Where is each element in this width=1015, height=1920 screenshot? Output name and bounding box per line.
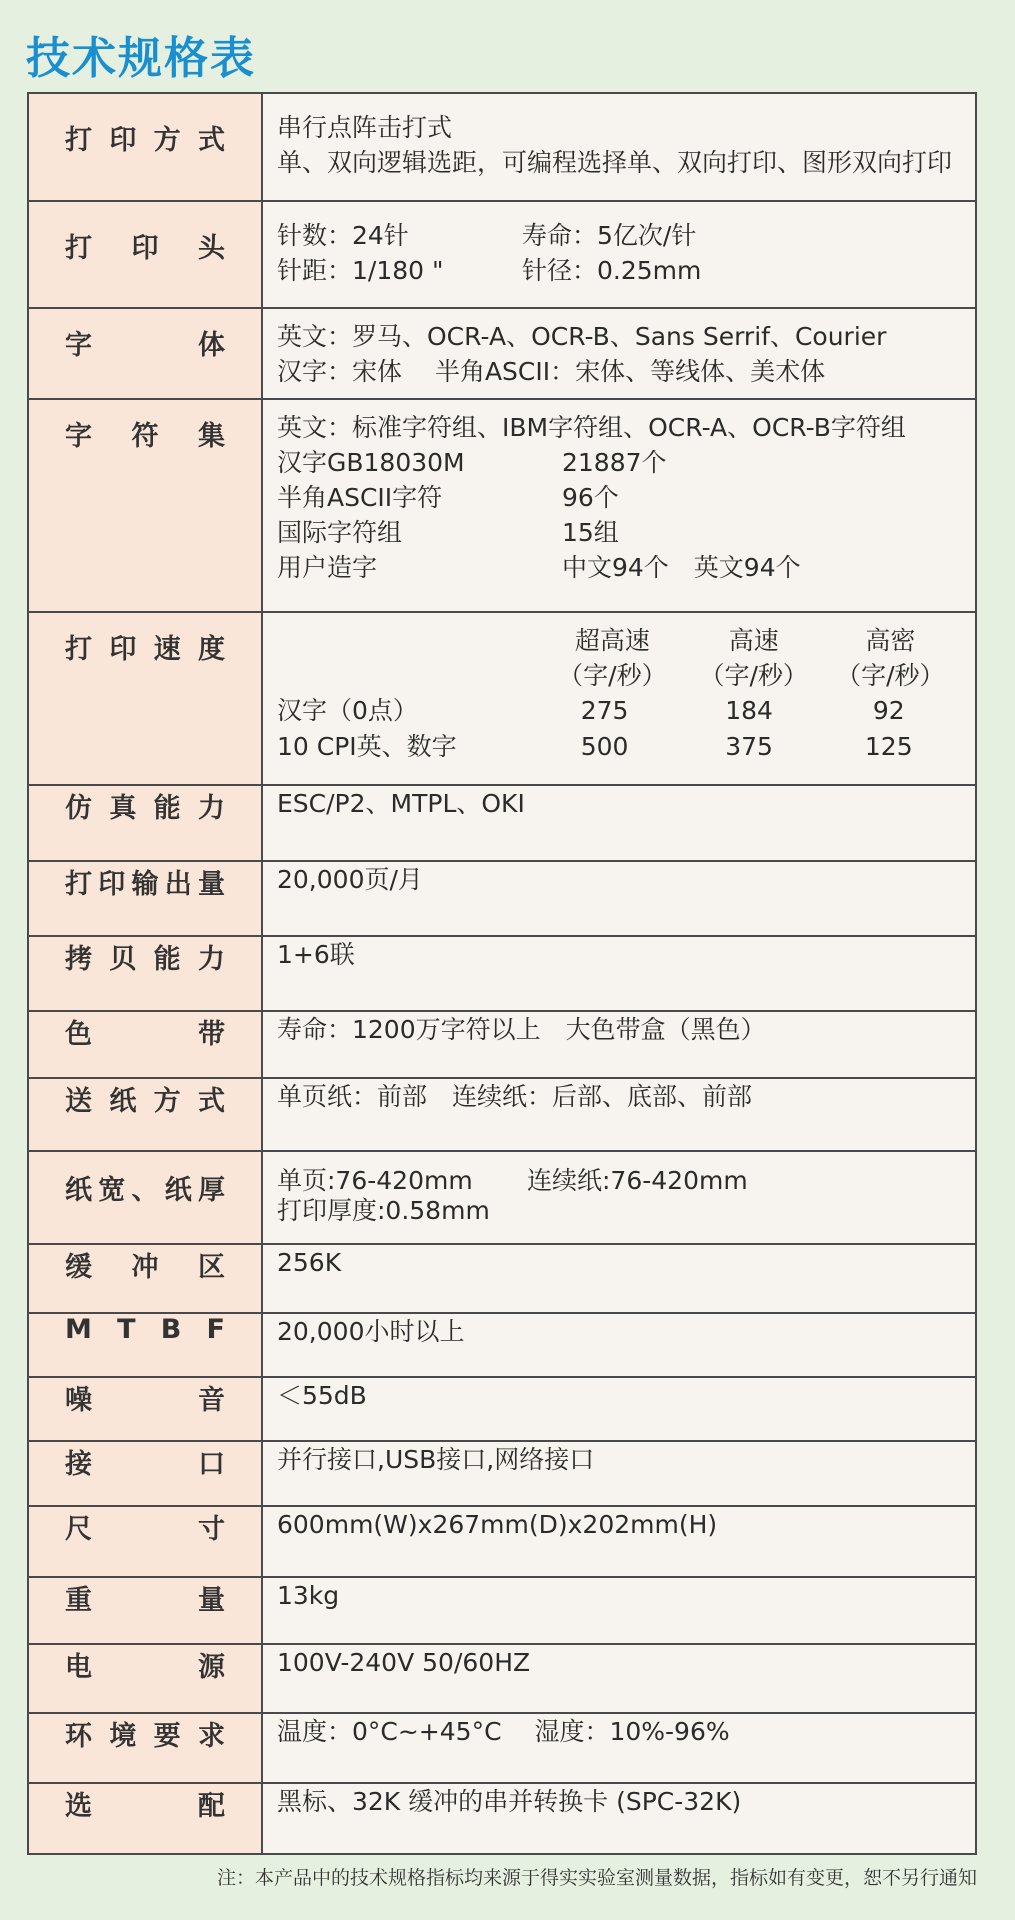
label-weight: 重 量 bbox=[65, 1585, 225, 1616]
row-ribbon bbox=[28, 1011, 976, 1078]
row-print-speed bbox=[28, 612, 976, 785]
paper-width-single: 单页:76-420mm bbox=[277, 1166, 473, 1195]
paper-thickness: 打印厚度:0.58mm bbox=[277, 1196, 490, 1225]
copy-value: 1+6联 bbox=[277, 940, 355, 969]
label-dimension: 尺 寸 bbox=[65, 1514, 225, 1545]
charset-item: 半角ASCII字符 96个 bbox=[277, 483, 619, 512]
label-charset: 字 符 集 bbox=[65, 421, 225, 452]
emulation-value: ESC/P2、MTPL、OKI bbox=[277, 789, 525, 818]
print-head-life: 寿命：5亿次/针 bbox=[522, 221, 697, 250]
row-dimension bbox=[28, 1506, 976, 1577]
environment-value: 温度：0°C~+45°C 湿度：10%-96% bbox=[277, 1717, 730, 1746]
paper-width-continuous: 连续纸:76-420mm bbox=[527, 1166, 748, 1195]
label-mtbf: M T B F bbox=[65, 1314, 225, 1345]
row-font bbox=[28, 308, 976, 399]
label-option: 选 配 bbox=[65, 1791, 225, 1822]
row-mtbf bbox=[28, 1313, 976, 1377]
ribbon-value: 寿命：1200万字符以上 大色带盒（黑色） bbox=[277, 1015, 766, 1044]
row-paper-width bbox=[28, 1151, 976, 1244]
print-method-line-1: 串行点阵击打式 bbox=[277, 113, 453, 142]
row-buffer bbox=[28, 1244, 976, 1313]
charset-line-1: 英文：标准字符组、IBM字符组、OCR-A、OCR-B字符组 bbox=[277, 413, 906, 442]
label-copy: 拷 贝 能 力 bbox=[65, 944, 225, 975]
row-print-head bbox=[28, 201, 976, 308]
print-head-pitch: 针距：1/180 " bbox=[277, 256, 444, 285]
footnote: 注：本产品中的技术规格指标均来源于得实实验室测量数据，指标如有变更，恕不另行通知 bbox=[216, 1867, 977, 1889]
print-method-line-2: 单、双向逻辑选距，可编程选择单、双向打印、图形双向打印 bbox=[277, 148, 953, 177]
output-value: 20,000页/月 bbox=[277, 865, 423, 894]
row-power bbox=[28, 1644, 976, 1713]
label-interface: 接 口 bbox=[65, 1449, 225, 1480]
speed-row-cpi: 10 CPI英、数字 500 375 125 bbox=[277, 732, 913, 761]
label-buffer: 缓 冲 区 bbox=[65, 1252, 225, 1283]
charset-item: 用户造字 中文94个 英文94个 bbox=[277, 553, 801, 582]
row-environment bbox=[28, 1713, 976, 1783]
row-emulation bbox=[28, 785, 976, 861]
row-option bbox=[28, 1783, 976, 1854]
row-interface bbox=[28, 1441, 976, 1506]
row-charset bbox=[28, 399, 976, 612]
mtbf-value: 20,000小时以上 bbox=[277, 1317, 465, 1346]
label-paper-feed: 送 纸 方 式 bbox=[65, 1086, 225, 1117]
speed-header: 超高速 （字/秒） 高速 （字/秒） 高密 （字/秒） bbox=[558, 626, 945, 690]
dimension-value: 600mm(W)x267mm(D)x202mm(H) bbox=[277, 1510, 718, 1539]
weight-value: 13kg bbox=[277, 1581, 340, 1610]
label-ribbon: 色 带 bbox=[65, 1019, 225, 1050]
label-paper-width: 纸 宽 、 纸 厚 bbox=[65, 1175, 225, 1206]
label-emulation: 仿 真 能 力 bbox=[65, 793, 225, 824]
spec-table bbox=[27, 92, 977, 1855]
row-print-method bbox=[28, 93, 976, 201]
label-environment: 环 境 要 求 bbox=[65, 1721, 225, 1752]
page-title: 技术规格表 bbox=[26, 33, 256, 84]
row-noise bbox=[28, 1377, 976, 1441]
option-value: 黑标、32K 缓冲的串并转换卡 (SPC-32K) bbox=[277, 1787, 742, 1816]
print-head-diameter: 针径：0.25mm bbox=[522, 256, 702, 285]
charset-item: 国际字符组 15组 bbox=[277, 518, 619, 547]
label-power: 电 源 bbox=[65, 1652, 225, 1683]
row-output bbox=[28, 861, 976, 936]
power-value: 100V-240V 50/60HZ bbox=[277, 1648, 531, 1677]
label-output: 打 印 输 出 量 bbox=[65, 869, 225, 900]
row-weight bbox=[28, 1577, 976, 1644]
label-print-method: 打 印 方 式 bbox=[65, 125, 225, 156]
font-line-1: 英文：罗马、OCR-A、OCR-B、Sans Serrif、Courier bbox=[277, 322, 887, 351]
label-font: 字 体 bbox=[65, 330, 225, 361]
interface-value: 并行接口,USB接口,网络接口 bbox=[277, 1445, 595, 1474]
paper-feed-value: 单页纸：前部 连续纸：后部、底部、前部 bbox=[277, 1082, 753, 1111]
buffer-value: 256K bbox=[277, 1248, 342, 1277]
label-noise: 噪 音 bbox=[65, 1385, 225, 1416]
noise-value: ＜55dB bbox=[277, 1381, 367, 1410]
speed-row-hanzi: 汉字（0点） 275 184 92 bbox=[277, 696, 905, 725]
print-head-pins: 针数：24针 bbox=[277, 221, 409, 250]
row-copy bbox=[28, 936, 976, 1011]
row-paper-feed bbox=[28, 1078, 976, 1151]
charset-item: 汉字GB18030M 21887个 bbox=[277, 448, 667, 477]
font-line-2: 汉字：宋体 半角ASCII：宋体、等线体、美术体 bbox=[277, 357, 826, 386]
label-print-head: 打 印 头 bbox=[65, 233, 225, 264]
label-print-speed: 打 印 速 度 bbox=[65, 634, 225, 665]
